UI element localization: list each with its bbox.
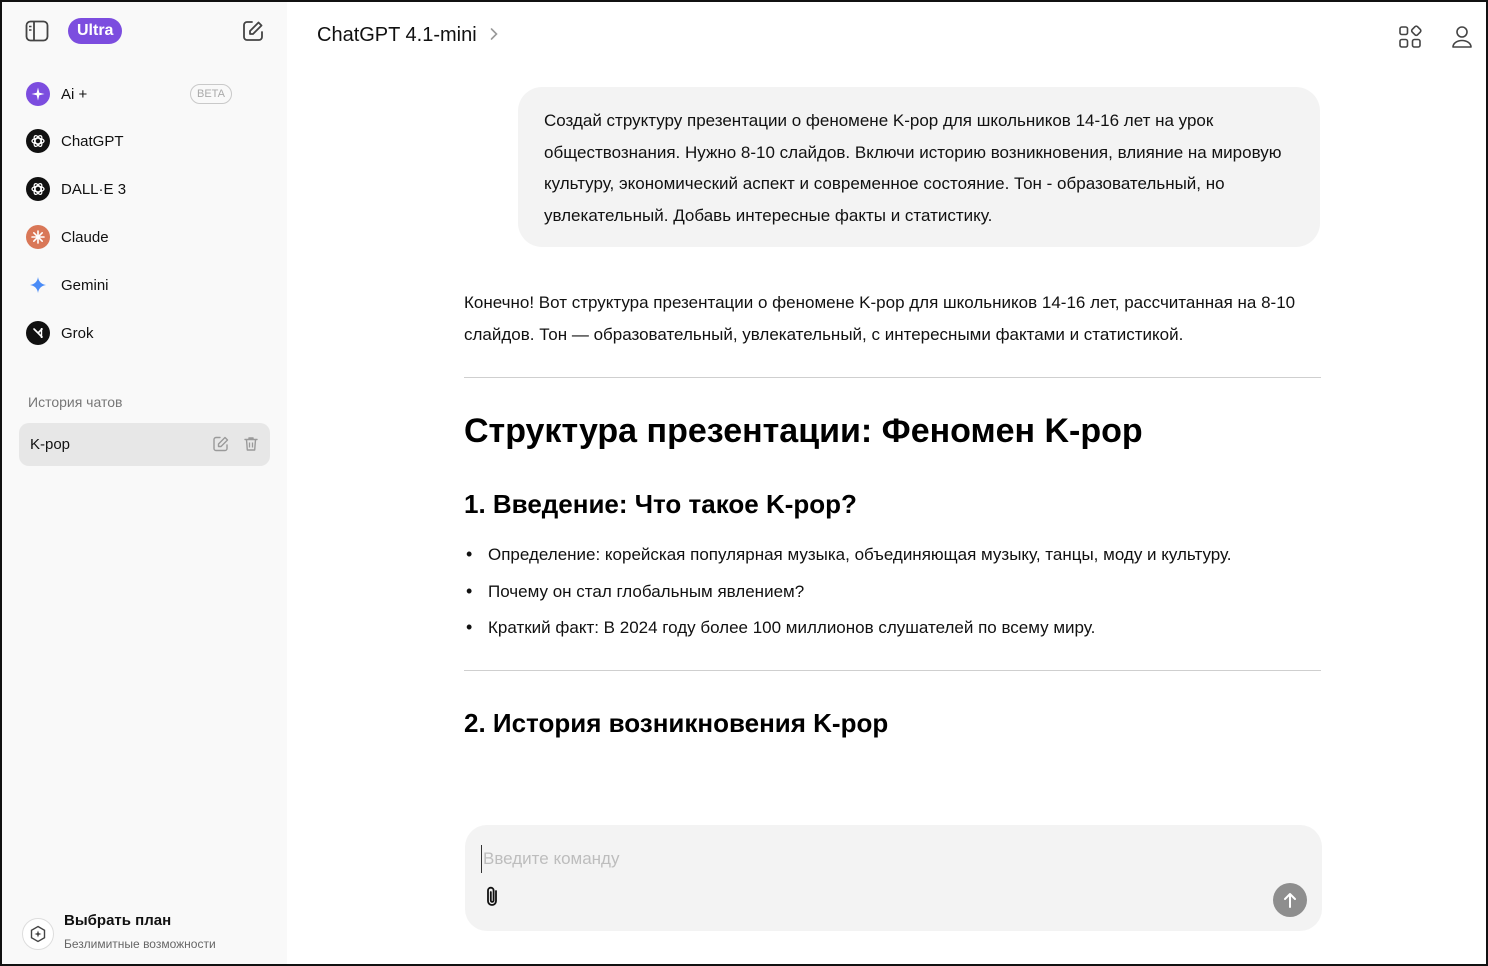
send-button[interactable] bbox=[1273, 883, 1307, 917]
chat-history-label: История чатов bbox=[28, 394, 123, 410]
choose-plan-button[interactable] bbox=[22, 908, 272, 958]
claude-icon bbox=[26, 225, 50, 249]
section-2-title: 2. История возникновения K-pop bbox=[464, 707, 889, 738]
model-label: Grok bbox=[61, 324, 94, 342]
prompt-input[interactable] bbox=[481, 845, 1261, 873]
composer bbox=[465, 825, 1322, 931]
paperclip-icon[interactable] bbox=[483, 885, 507, 911]
apps-grid-icon[interactable] bbox=[1397, 24, 1423, 50]
model-selector-label: ChatGPT 4.1-mini bbox=[317, 24, 477, 46]
model-label: Gemini bbox=[61, 276, 109, 294]
plan-title: Выбрать план bbox=[64, 912, 172, 929]
list-item: • Определение: корейская популярная музыка, объединяющая музыку, танцы, моду и культуру. bbox=[464, 539, 1321, 571]
beta-badge: BETA bbox=[190, 84, 232, 104]
model-item-claude[interactable] bbox=[18, 215, 270, 259]
model-label: DALL·E 3 bbox=[61, 180, 127, 198]
chevron-right-icon bbox=[489, 25, 499, 46]
sidebar-top bbox=[2, 2, 287, 60]
trash-icon[interactable] bbox=[242, 435, 260, 458]
model-item-gemini[interactable] bbox=[18, 263, 270, 307]
edit-icon[interactable] bbox=[212, 435, 230, 458]
section-1-list bbox=[464, 539, 1321, 644]
response-heading: Структура презентации: Феномен K-pop bbox=[464, 412, 1143, 450]
toggle-sidebar-icon[interactable] bbox=[24, 19, 50, 43]
openai-icon bbox=[26, 177, 50, 201]
profile-icon[interactable] bbox=[1449, 24, 1475, 50]
ai-plus-icon bbox=[26, 82, 50, 106]
grok-icon bbox=[26, 321, 50, 345]
model-label: Ai + bbox=[61, 85, 88, 103]
model-label: Claude bbox=[61, 228, 109, 246]
conversation-area bbox=[287, 72, 1486, 964]
new-chat-icon[interactable] bbox=[240, 18, 266, 44]
plan-subtitle: Безлимитные возможности bbox=[64, 937, 216, 951]
ultra-badge[interactable]: Ultra bbox=[68, 18, 122, 44]
gemini-icon bbox=[26, 273, 50, 297]
plan-icon bbox=[22, 918, 54, 950]
model-item-ai-plus[interactable] bbox=[18, 72, 270, 116]
model-label: ChatGPT bbox=[61, 132, 124, 150]
chat-history-item[interactable] bbox=[19, 423, 270, 466]
sidebar bbox=[2, 2, 287, 964]
section-1-title: 1. Введение: Что такое K-pop? bbox=[464, 489, 857, 519]
list-item: • Почему он стал глобальным явлением? bbox=[464, 576, 1321, 608]
arrow-up-icon bbox=[1282, 891, 1298, 909]
assistant-message bbox=[464, 287, 1321, 739]
user-message: Создай структуру презентации о феномене K-pop для школьников 14-16 лет на урок обществознания. Нужно 8-10 слайдов. Включи историю возникновения, влияние на мировую культуру, экономический аспект и современное состояние. Тон - образовательный, но увлекательный. Добавь интересные факты и статистику. bbox=[518, 87, 1320, 247]
model-item-dalle[interactable] bbox=[18, 167, 270, 211]
divider bbox=[464, 377, 1321, 378]
top-bar bbox=[287, 2, 1486, 72]
openai-icon bbox=[26, 129, 50, 153]
model-item-grok[interactable] bbox=[18, 311, 270, 355]
model-selector[interactable] bbox=[317, 24, 499, 47]
divider bbox=[464, 670, 1321, 671]
assistant-intro: Конечно! Вот структура презентации о феномене K-pop для школьников 14-16 лет, рассчитанная на 8-10 слайдов. Тон — образовательный, увлекательный, с интересными фактами и статистикой. bbox=[464, 293, 1296, 344]
chat-item-label: K-pop bbox=[30, 436, 71, 453]
model-item-chatgpt[interactable] bbox=[18, 119, 270, 163]
list-item: • Краткий факт: В 2024 году более 100 миллионов слушателей по всему миру. bbox=[464, 612, 1321, 644]
